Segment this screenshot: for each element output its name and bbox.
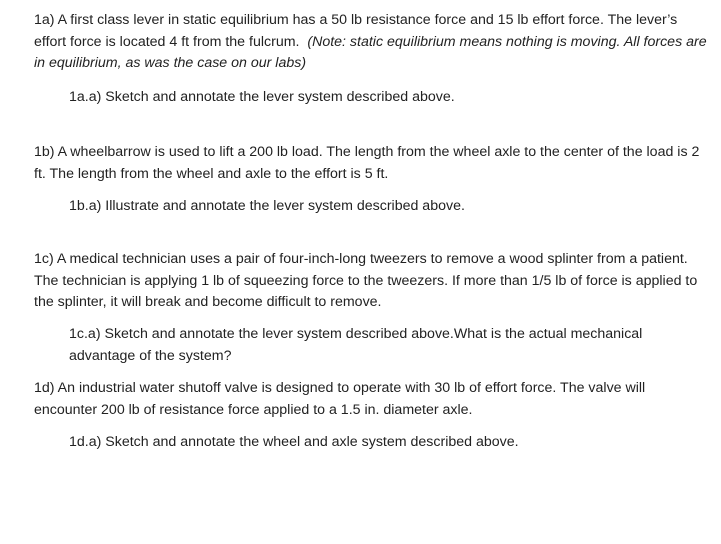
question-1a-subpart: 1a.a) Sketch and annotate the lever system described above. [69, 89, 455, 105]
question-1c-subpart: 1c.a) Sketch and annotate the lever system described above.What is the actual mechanical advantage of the system? [69, 326, 643, 364]
question-1b: 1b) A wheelbarrow is used to lift a 200 lb load. The length from the wheel axle to the center of the load is 2 ft. The length from the wheel and axle to the effort is 5 ft. [34, 144, 700, 182]
question-1a-note: (Note: static equilibrium means nothing is moving. All forces are in equilibrium, as was the case on our labs) [34, 33, 707, 71]
question-1b-subpart: 1b.a) Illustrate and annotate the lever system described above. [69, 198, 465, 214]
question-1c: 1c) A medical technician uses a pair of four-inch-long tweezers to remove a wood splinter from a patient. The technician is applying 1 lb of squeezing force to the tweezers. If more than 1/5 lb of force is applied to the splinter, it will break and become difficult to remove. [34, 251, 698, 310]
question-1a-text: 1a) A first class lever in static equilibrium has a 50 lb resistance force and 15 lb effort force. The lever’s effort force is located 4 ft from the fulcrum. [34, 12, 678, 50]
question-1d: 1d) An industrial water shutoff valve is designed to operate with 30 lb of effort force. The valve will encounter 200 lb of resistance force applied to a 1.5 in. diameter axle. [34, 380, 646, 418]
question-1d-subpart: 1d.a) Sketch and annotate the wheel and axle system described above. [69, 434, 519, 450]
question-1a [34, 10, 710, 75]
